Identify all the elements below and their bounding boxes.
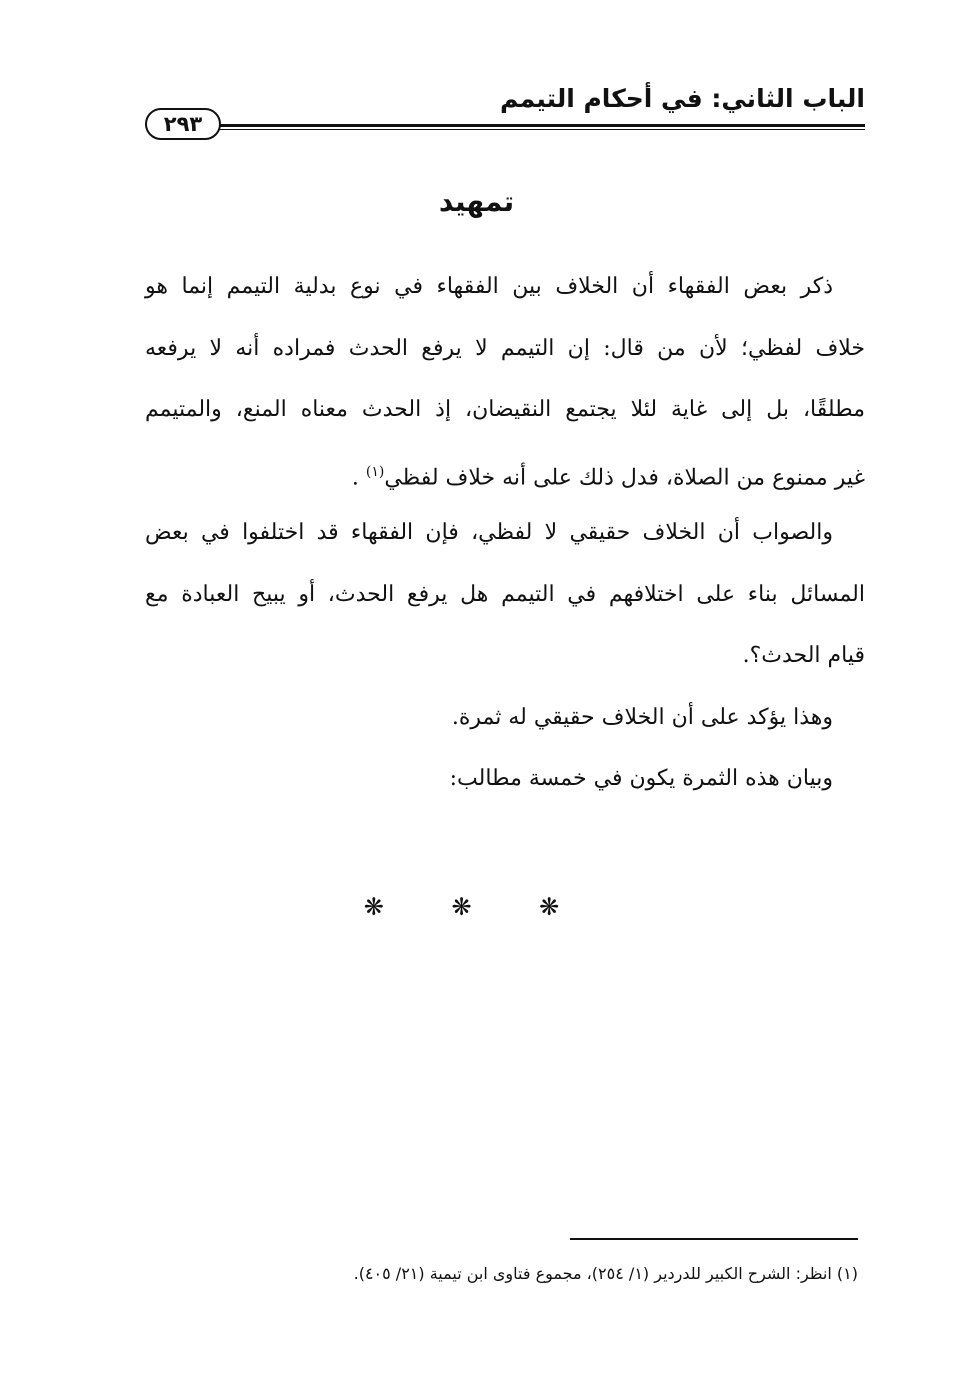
- header-rule: [211, 124, 865, 127]
- page-number: ٢٩٣: [163, 112, 203, 136]
- page-header: [145, 78, 865, 148]
- paragraph-line: خلاف لفظي؛ لأن من قال: إن التيمم لا يرفع الحدث فمراده أنه لا يرفعه: [145, 335, 865, 361]
- footnote-reference: (١): [365, 463, 385, 480]
- paragraph-end-mark: .: [351, 464, 359, 490]
- paragraph-line: مطلقًا، بل إلى غاية لئلا يجتمع النقيضان، إذ الحدث معناه المنع، والمتيمم: [145, 397, 865, 422]
- page-number-badge: [145, 108, 221, 140]
- section-title: تمهيد: [438, 185, 515, 218]
- body-text: [145, 262, 865, 816]
- paragraph-line-last: [145, 447, 865, 509]
- paragraph-line-last: قيام الحدث؟.: [742, 643, 865, 668]
- header-rule-thin: [211, 129, 865, 130]
- paragraph-text: غير ممنوع من الصلاة، فدل ذلك على أنه خلاف لفظي: [384, 464, 865, 490]
- paragraph-line: ذكر بعض الفقهاء أن الخلاف بين الفقهاء في نوع بدلية التيمم إنما هو: [145, 274, 833, 299]
- paragraph-line: والصواب أن الخلاف حقيقي لا لفظي، فإن الفقهاء قد اختلفوا في بعض: [145, 520, 833, 545]
- paragraph-line: المسائل بناء على اختلافهم في التيمم هل يرفع الحدث، أو يبيح العبادة مع: [145, 581, 865, 607]
- running-head: الباب الثاني: في أحكام التيمم: [500, 84, 865, 113]
- footnote-rule: [570, 1238, 858, 1240]
- paragraph-line: وهذا يؤكد على أن الخلاف حقيقي له ثمرة.: [451, 704, 833, 730]
- section-separator-stars: ❋ ❋ ❋: [363, 893, 590, 921]
- footnote: (١) انظر: الشرح الكبير للدردير (١/ ٢٥٤)، مجموع فتاوى ابن تيمية (٢١/ ٤٠٥).: [353, 1264, 858, 1283]
- paragraph-line: وبيان هذه الثمرة يكون في خمسة مطالب:: [449, 766, 833, 791]
